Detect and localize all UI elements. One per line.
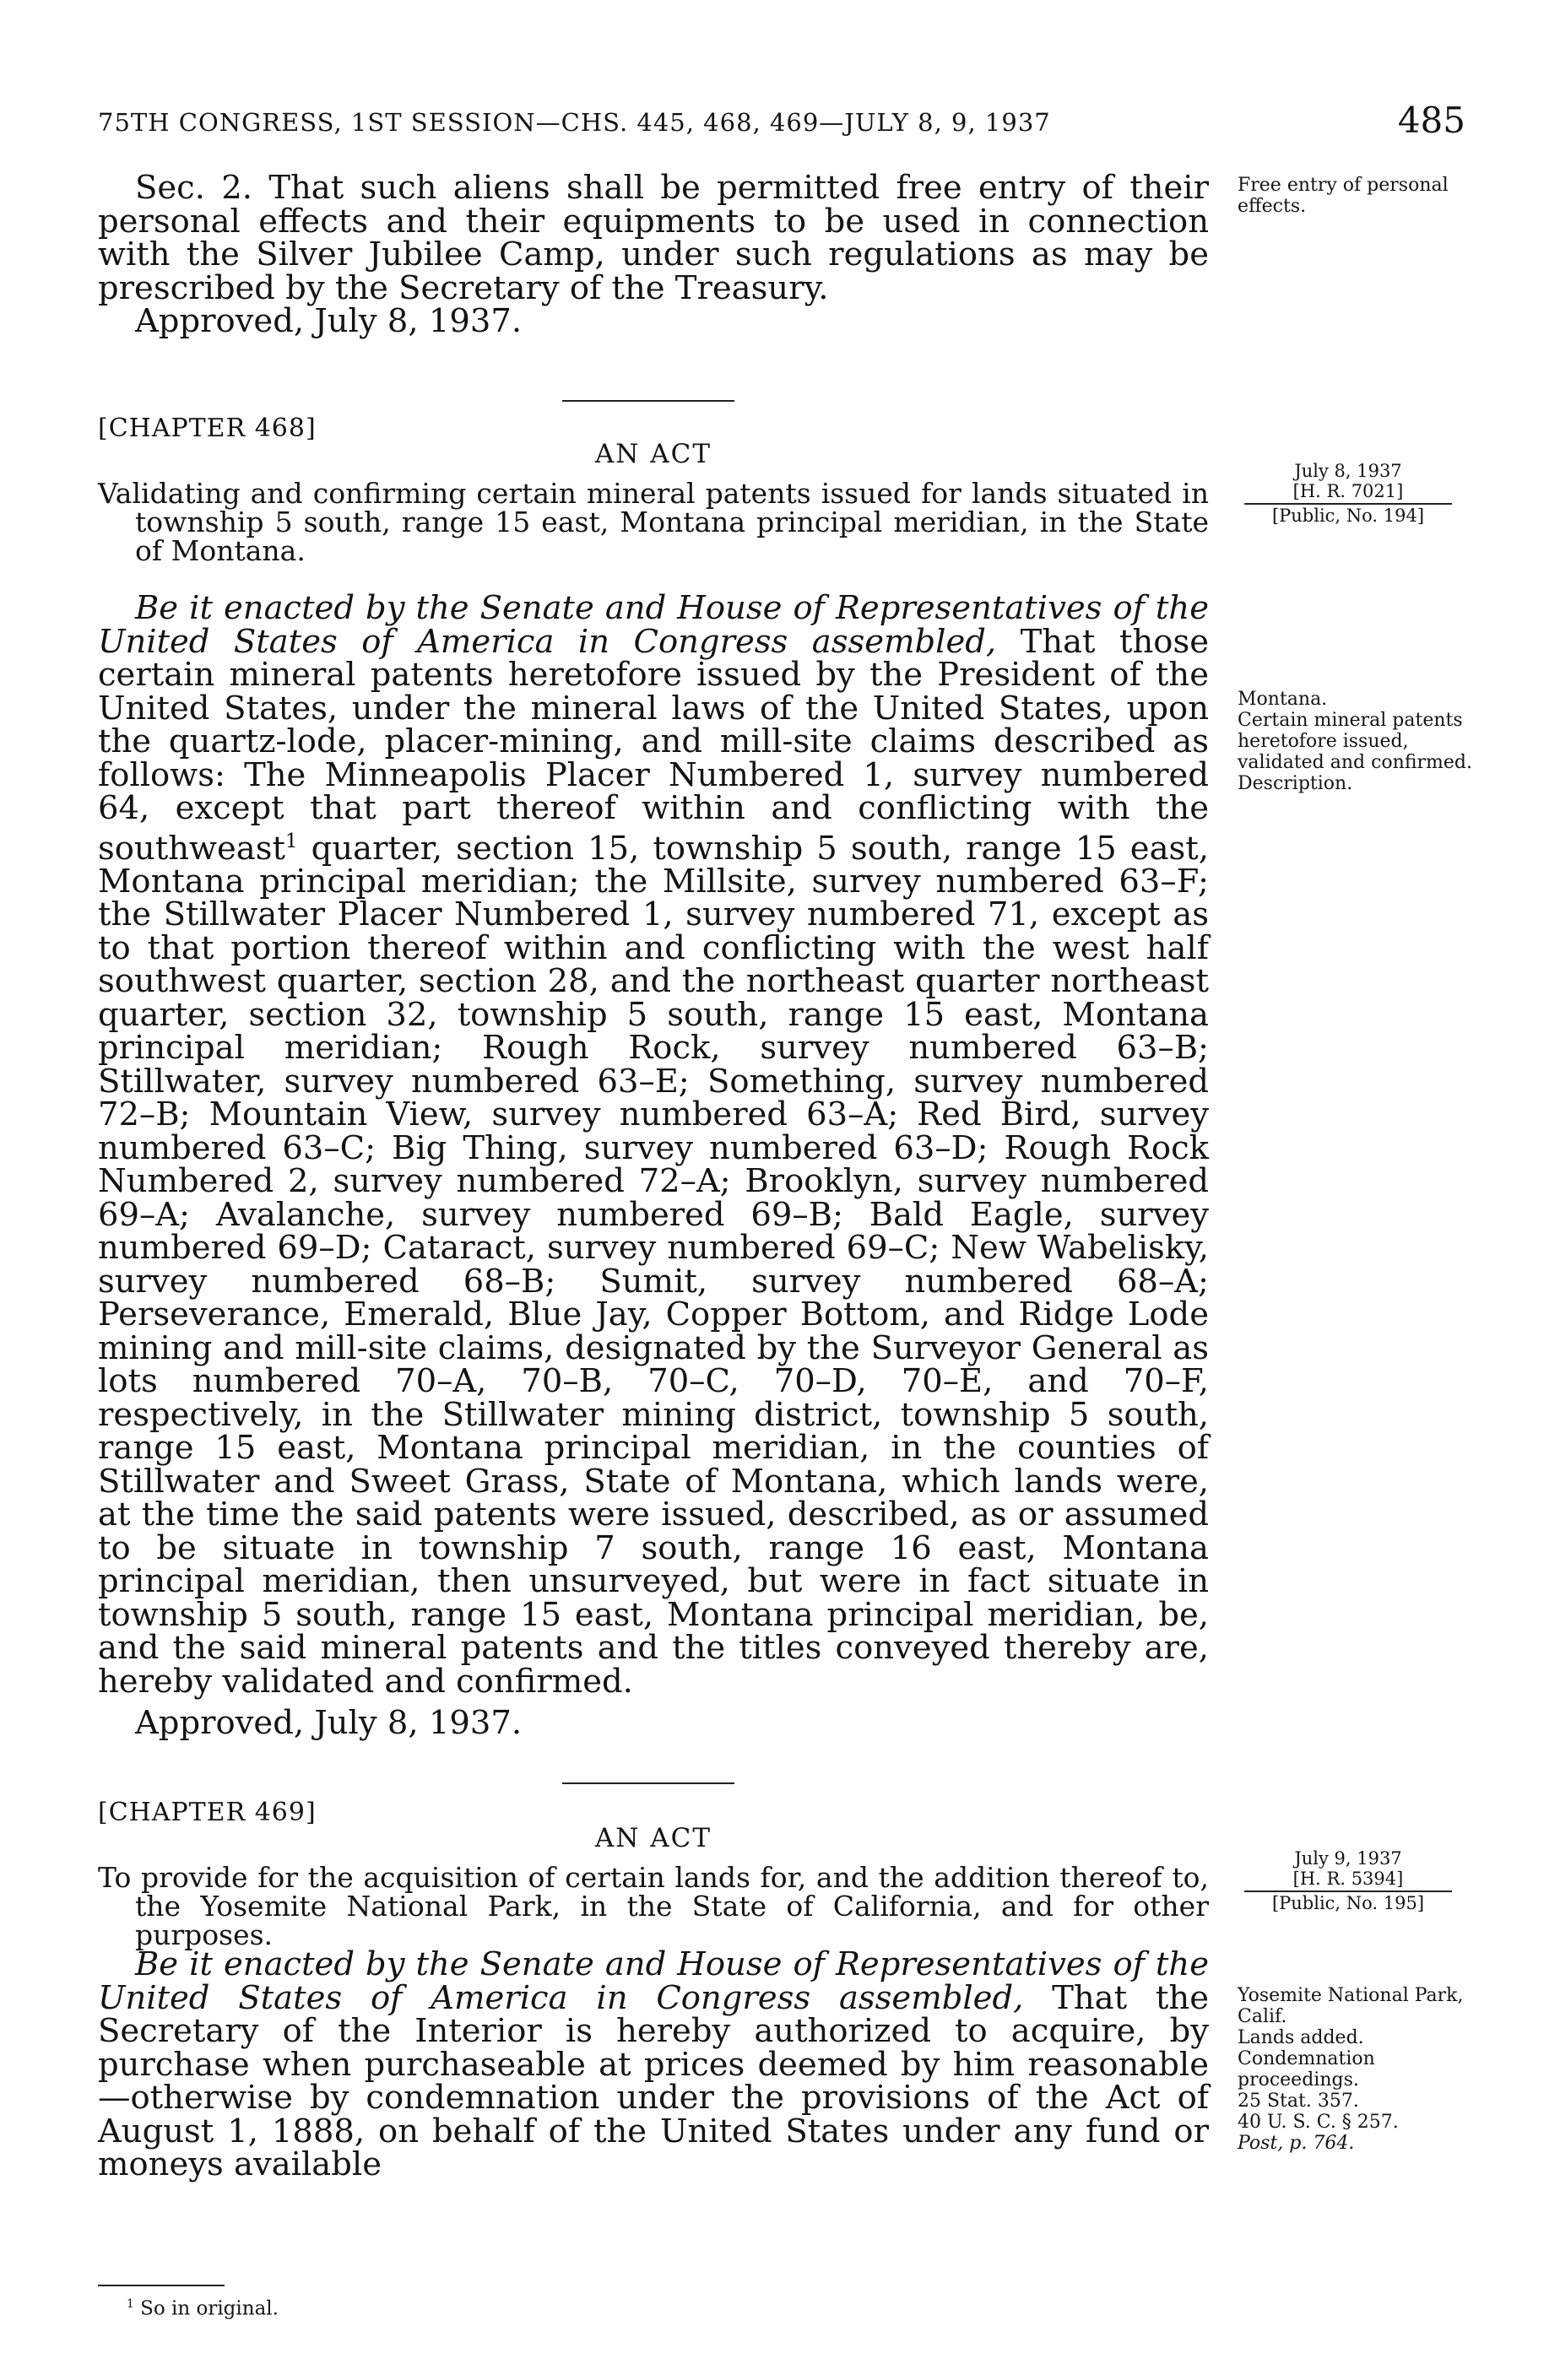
margin-note-state: Montana. [1238, 689, 1328, 710]
approved-line: Approved, July 8, 1937. [135, 1704, 523, 1743]
margin-citation-469 [1244, 1848, 1452, 1914]
divider-rule [562, 1782, 734, 1784]
margin-notes-469 [1238, 1985, 1491, 2154]
section-label: Sec. 2. [135, 169, 252, 207]
running-head-text: 75TH CONGRESS, 1ST SESSION—CHS. 445, 468, 469—JULY 8, 9, 1937 [98, 108, 1051, 137]
an-act-heading: AN ACT [594, 439, 712, 469]
enacting-clause: Be it enacted by the Senate and House of Representatives of the United States of America in Congress assembled, [98, 589, 1209, 661]
margin-date: July 8, 1937 [1294, 461, 1402, 481]
body-text-part-1: That those certain mineral patents heretofore issued by the President of the United States, under the mineral laws of the United States, upon the quartz-lode, placer-mining, and mill-site claims described as follows: The Minneapolis Placer Numbered 1, survey numbered 64, except that part thereof within and conflicting with the southweast [98, 622, 1209, 868]
page-number: 485 [1397, 100, 1465, 141]
margin-note-lands: Lands added. [1238, 2027, 1364, 2048]
footnote-rule [98, 2285, 225, 2286]
margin-note-free-entry: Free entry of personal effects. [1238, 175, 1449, 217]
margin-public-law: [Public, No. 194] [1271, 506, 1425, 526]
body-text-part-2: quarter, section 15, township 5 south, range 15 east, Montana principal meridian; the Millsite, survey numbered 63–F; the Stillwater Placer Numbered 1, survey numbered 71, except as to that portion thereof within and conflicting with the west half southwest quarter, section 28, and the northeast quarter northeast quarter, section 32, township 5 south, range 15 east, Montana principal meridian; Rough Rock, survey numbered 63–B; Stillwater, survey numbered 63–E; Something, survey numbered 72–B; Mountain View, survey numbered 63–A; Red Bird, survey numbered 63–C; Big Thing, survey numbered 63–D; Rough Rock Numbered 2, survey numbered 72–A; Brooklyn, survey numbered 69–A; Avalanche, survey numbered 69–B; Bald Eagle, survey numbered 69–D; Cataract, survey numbered 69–C; New Wabelisky, survey numbered 68–B; Sumit, survey numbered 68–A; Perseverance, Emerald, Blue Jay, Copper Bottom, and Ridge Lode mining and mill-site claims, designated by the Surveyor General as lots numbered 70–A, 70–B, 70–C, 70–D, 70–E, and 70–F, respectively, in the Stillwater mining district, township 5 south, range 15 east, Montana principal meridian, in the counties of Stillwater and Sweet Grass, State of Montana, which lands were, at the time the said patents were issued, described, as or assumed to be situate in township 7 south, range 16 east, Montana principal meridian, then unsurveyed, but were in fact situate in township 5 south, range 15 east, Montana principal meridian, be, and the said mineral patents and the titles conveyed thereby are, hereby validated and confirmed. [98, 829, 1209, 1701]
body-text: That the Secretary of the Interior is hereby authorized to acquire, by purchase when purchaseable at prices deemed by him reasonable—otherwise by condemnation under the provisions of the Act of August 1, 1888, on behalf of the United States under any fund or moneys available [98, 1978, 1209, 2183]
chapter-468-body [98, 589, 1209, 1743]
chapter-469-label: [CHAPTER 469] [98, 1798, 317, 1827]
running-head [98, 100, 1465, 150]
margin-date: July 9, 1937 [1294, 1848, 1402, 1869]
margin-citation-468 [1244, 461, 1452, 527]
margin-note-description: Description. [1238, 773, 1353, 794]
approved-line: Approved, July 8, 1937. [135, 302, 523, 340]
footnote-reference: 1 [284, 830, 298, 852]
enacting-clause: Be it enacted by the Senate and House of Representatives of the United States of America in Congress assembled, [98, 1945, 1209, 2017]
an-act-heading: AN ACT [594, 1823, 712, 1853]
chapter-469-body [98, 1945, 1209, 2183]
margin-note-usc: 40 U. S. C. § 257. [1238, 2112, 1399, 2133]
margin-notes-468 [1238, 689, 1491, 794]
footnote [127, 2297, 279, 2320]
divider-rule [562, 400, 734, 402]
margin-note-statute: 25 Stat. 357. [1238, 2091, 1359, 2112]
chapter-468-title-block [98, 479, 1209, 565]
section-2-block [98, 171, 1209, 338]
margin-note-condemnation: Condemnation proceedings. [1238, 2048, 1375, 2091]
chapter-469-title-block [98, 1863, 1209, 1950]
chapter-469-paragraph [98, 1945, 1209, 2183]
margin-bill-number: [H. R. 5394] [1244, 1869, 1452, 1892]
margin-note-subject: Certain mineral patents heretofore issued, validated and confirmed. [1238, 710, 1472, 773]
margin-public-law: [Public, No. 195] [1271, 1893, 1425, 1913]
footnote-text: So in original. [140, 2297, 279, 2320]
footnote-marker: 1 [127, 2297, 134, 2311]
margin-note-post: Post, p. 764. [1238, 2133, 1355, 2154]
chapter-468-label: [CHAPTER 468] [98, 414, 317, 443]
act-title: Validating and confirming certain mineral patents issued for lands situated in township 5 south, range 15 east, Montana principal meridian, in the State of Montana. [98, 477, 1209, 567]
margin-note-park: Yosemite National Park, Calif. [1238, 1985, 1464, 2027]
section-2-paragraph [98, 171, 1209, 305]
section-2-text: That such aliens shall be permitted free entry of their personal effects and their equipments to be used in connection with the Silver Jubilee Camp, under such regulations as may be prescribed by the Secretary of the Treasury. [98, 169, 1209, 307]
act-title: To provide for the acquisition of certain lands for, and the addition thereof to, the Yosemite National Park, in the State of California, and for other purposes. [98, 1861, 1209, 1951]
chapter-468-paragraph [98, 589, 1209, 1701]
margin-bill-number: [H. R. 7021] [1244, 481, 1452, 505]
